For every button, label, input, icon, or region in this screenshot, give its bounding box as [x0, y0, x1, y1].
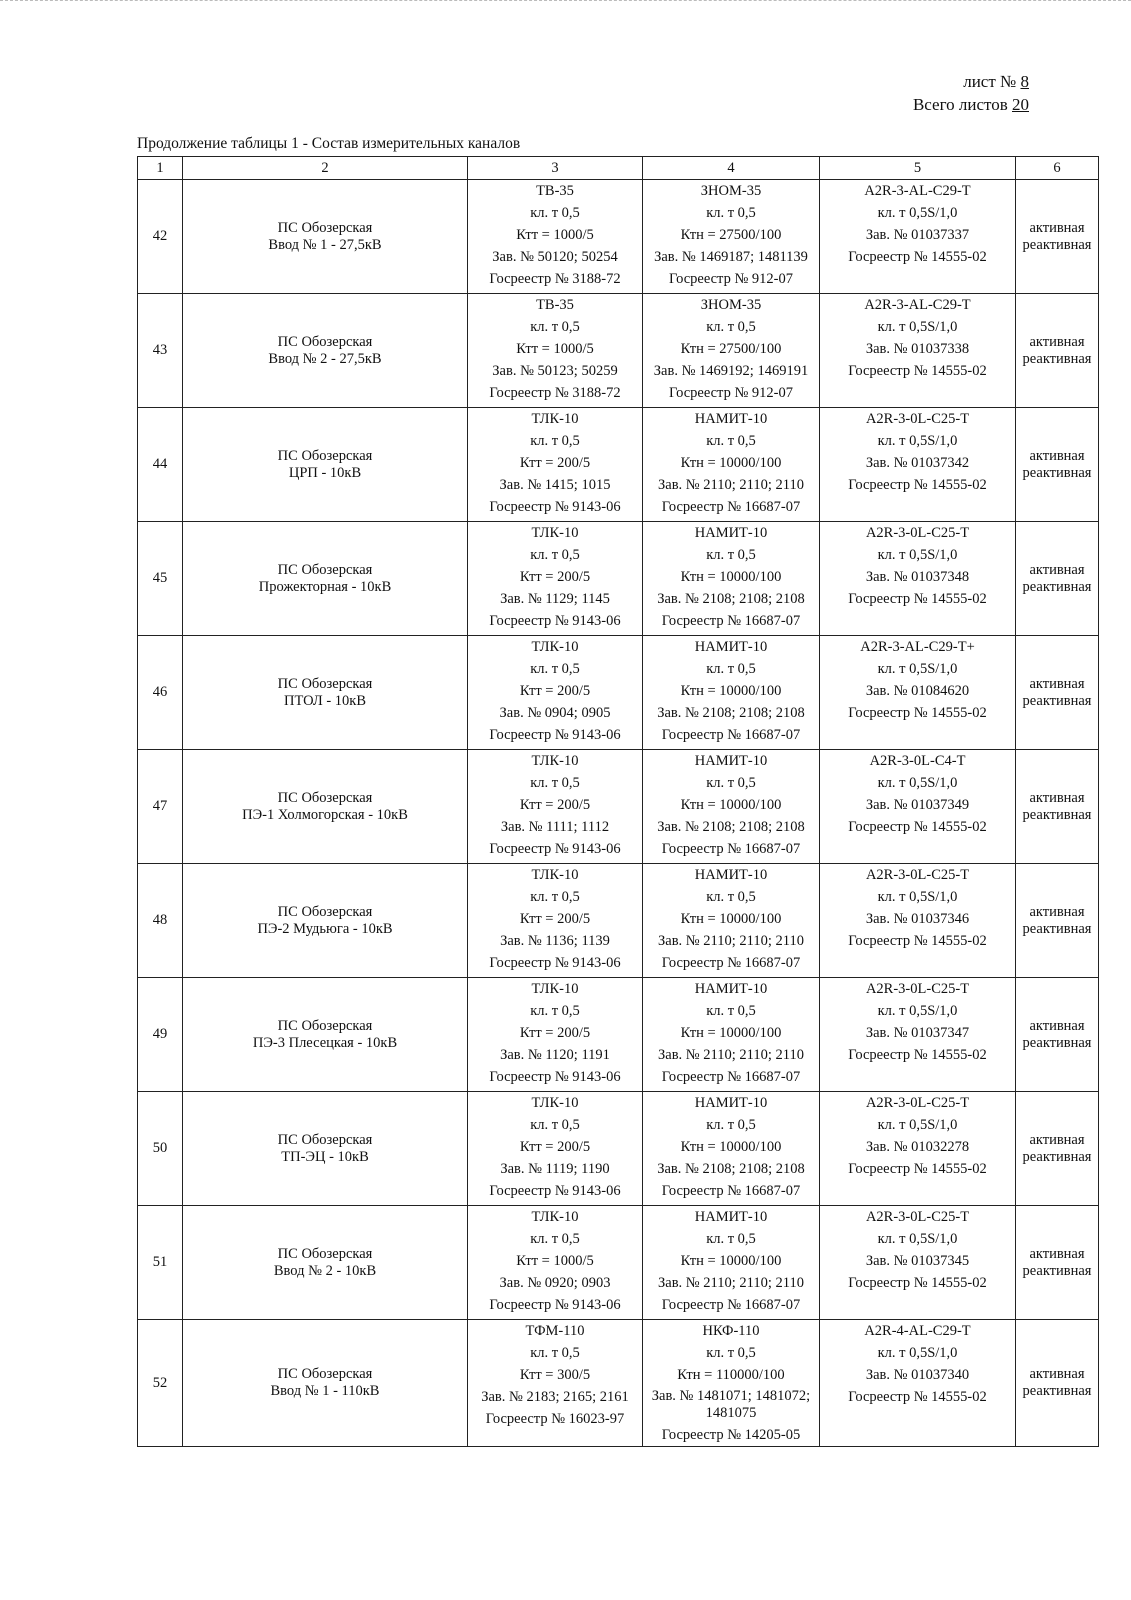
voltage-transformer-line: кл. т 0,5: [706, 1003, 756, 1019]
current-transformer-line: Ктт = 1000/5: [516, 227, 594, 243]
column-header: 6: [1016, 157, 1099, 180]
voltage-transformer-line: кл. т 0,5: [706, 661, 756, 677]
voltage-transformer-line: Госреестр № 16687-07: [661, 1297, 801, 1313]
object-name-line: ПЭ-2 Мудьюга - 10кВ: [257, 920, 393, 937]
voltage-transformer-line: Госреестр № 16687-07: [661, 841, 801, 857]
measurement-channels-table: [137, 156, 1099, 1447]
current-transformer-line: Зав. № 2183; 2165; 2161: [481, 1389, 629, 1405]
channel-number-cell: 51: [138, 1206, 183, 1320]
meter-line: A2R-3-0L-C25-T: [865, 981, 970, 997]
voltage-transformer-line: Зав. № 2110; 2110; 2110: [658, 1047, 804, 1063]
current-transformer-line: кл. т 0,5: [530, 1231, 580, 1247]
voltage-transformer-line: НАМИТ-10: [694, 1095, 768, 1111]
meter-line: кл. т 0,5S/1,0: [877, 889, 958, 905]
object-cell: [183, 1092, 468, 1206]
energy-type-line: активная: [1029, 219, 1085, 236]
current-transformer-line: Ктт = 200/5: [519, 911, 591, 927]
table-caption: Продолжение таблицы 1 - Состав измерительных каналов: [137, 135, 521, 152]
channel-number-cell: 45: [138, 522, 183, 636]
object-name-line: ПС Обозерская: [277, 1017, 373, 1034]
meter-line: Зав. № 01037345: [865, 1253, 970, 1269]
sheet-number-line: [913, 70, 1029, 93]
table-row: [138, 408, 1099, 522]
voltage-transformer-line: Госреестр № 912-07: [668, 271, 793, 287]
energy-type-cell: [1016, 408, 1099, 522]
object-name-line: ПС Обозерская: [277, 1366, 373, 1382]
energy-type-cell: [1016, 294, 1099, 408]
energy-type-cell: [1016, 1092, 1099, 1206]
energy-type-line: активная: [1029, 333, 1085, 350]
voltage-transformer-line: НАМИТ-10: [694, 525, 768, 541]
object-name-line: ПС Обозерская: [277, 333, 373, 350]
current-transformer-cell: [468, 636, 643, 750]
current-transformer-line: кл. т 0,5: [530, 661, 580, 677]
table-row: [138, 180, 1099, 294]
voltage-transformer-line: НАМИТ-10: [694, 411, 768, 427]
voltage-transformer-line: Госреестр № 16687-07: [661, 955, 801, 971]
current-transformer-cell: [468, 294, 643, 408]
meter-cell: [820, 864, 1016, 978]
current-transformer-line: Ктт = 200/5: [519, 797, 591, 813]
energy-type-line: реактивная: [1022, 350, 1092, 367]
voltage-transformer-line: Госреестр № 16687-07: [661, 727, 801, 743]
voltage-transformer-line: Госреестр № 16687-07: [661, 1183, 801, 1199]
voltage-transformer-cell: [643, 750, 820, 864]
current-transformer-line: Госреестр № 3188-72: [489, 271, 621, 287]
meter-line: Госреестр № 14555-02: [848, 1047, 987, 1063]
meter-line: A2R-4-AL-C29-T: [864, 1323, 971, 1339]
scan-top-edge: [0, 0, 1131, 6]
voltage-transformer-line: Ктн = 27500/100: [680, 227, 782, 243]
meter-line: Госреестр № 14555-02: [848, 933, 987, 949]
voltage-transformer-line: Ктн = 10000/100: [680, 1253, 782, 1269]
object-cell: [183, 294, 468, 408]
current-transformer-line: кл. т 0,5: [530, 1117, 580, 1133]
energy-type-line: активная: [1029, 789, 1085, 806]
meter-line: A2R-3-AL-C29-T+: [860, 639, 975, 655]
voltage-transformer-line: Госреестр № 16687-07: [661, 613, 801, 629]
voltage-transformer-line: НАМИТ-10: [694, 639, 768, 655]
current-transformer-line: Зав. № 50123; 50259: [492, 363, 618, 379]
voltage-transformer-line: Госреестр № 16687-07: [661, 1069, 801, 1085]
voltage-transformer-line: НКФ-110: [702, 1323, 760, 1339]
voltage-transformer-cell: [643, 408, 820, 522]
voltage-transformer-line: Зав. № 1469187; 1481139: [654, 249, 808, 265]
current-transformer-line: кл. т 0,5: [530, 433, 580, 449]
voltage-transformer-line: ЗНОМ-35: [700, 297, 762, 313]
meter-line: Зав. № 01037349: [865, 797, 970, 813]
meter-line: Зав. № 01037338: [865, 341, 970, 357]
meter-line: Зав. № 01037337: [865, 227, 970, 243]
meter-line: Госреестр № 14555-02: [848, 591, 987, 607]
voltage-transformer-line: Зав. № 2110; 2110; 2110: [658, 1275, 804, 1291]
meter-line: кл. т 0,5S/1,0: [877, 433, 958, 449]
current-transformer-line: ТЛК-10: [531, 753, 579, 769]
table-row: [138, 522, 1099, 636]
object-cell: [183, 180, 468, 294]
energy-type-line: активная: [1029, 1366, 1085, 1382]
meter-line: Зав. № 01032278: [865, 1139, 970, 1155]
object-name-line: ПС Обозерская: [277, 1245, 373, 1262]
table-row: [138, 1206, 1099, 1320]
meter-line: кл. т 0,5S/1,0: [877, 547, 958, 563]
current-transformer-line: Зав. № 1136; 1139: [500, 933, 610, 949]
object-name-line: ПС Обозерская: [277, 219, 373, 236]
meter-line: кл. т 0,5S/1,0: [877, 319, 958, 335]
meter-line: Госреестр № 14555-02: [848, 477, 987, 493]
voltage-transformer-line: Ктн = 10000/100: [680, 683, 782, 699]
voltage-transformer-line: Зав. № 2110; 2110; 2110: [658, 933, 804, 949]
energy-type-cell: [1016, 636, 1099, 750]
object-cell: [183, 408, 468, 522]
object-name-line: ПС Обозерская: [277, 447, 373, 464]
table-row: [138, 1320, 1099, 1447]
energy-type-line: реактивная: [1022, 236, 1092, 253]
energy-type-cell: [1016, 750, 1099, 864]
current-transformer-line: ТЛК-10: [531, 981, 579, 997]
voltage-transformer-line: Госреестр № 14205-05: [661, 1427, 801, 1443]
current-transformer-line: Ктт = 200/5: [519, 683, 591, 699]
voltage-transformer-line: кл. т 0,5: [706, 547, 756, 563]
voltage-transformer-line: кл. т 0,5: [706, 1231, 756, 1247]
meter-line: A2R-3-0L-C25-T: [865, 411, 970, 427]
meter-cell: [820, 636, 1016, 750]
total-sheets-number: 20: [1012, 95, 1029, 114]
sheet-number: 8: [1020, 72, 1029, 91]
current-transformer-line: кл. т 0,5: [530, 547, 580, 563]
table-row: [138, 1092, 1099, 1206]
channel-number-cell: 44: [138, 408, 183, 522]
table-row: [138, 294, 1099, 408]
energy-type-cell: [1016, 1320, 1099, 1447]
meter-line: A2R-3-0L-C25-T: [865, 867, 970, 883]
energy-type-line: реактивная: [1022, 806, 1092, 823]
current-transformer-line: ТВ-35: [536, 297, 574, 313]
meter-line: кл. т 0,5S/1,0: [877, 205, 958, 221]
meter-line: кл. т 0,5S/1,0: [877, 1117, 958, 1133]
voltage-transformer-line: Госреестр № 16687-07: [661, 499, 801, 515]
meter-line: Зав. № 01037348: [865, 569, 970, 585]
table-row: [138, 978, 1099, 1092]
current-transformer-line: Госреестр № 9143-06: [489, 1297, 621, 1313]
voltage-transformer-line: Зав. № 2108; 2108; 2108: [657, 591, 805, 607]
voltage-transformer-line: Ктн = 10000/100: [680, 797, 782, 813]
energy-type-cell: [1016, 522, 1099, 636]
current-transformer-line: кл. т 0,5: [530, 319, 580, 335]
object-name-line: ПТОЛ - 10кВ: [283, 692, 366, 709]
current-transformer-line: кл. т 0,5: [530, 775, 580, 791]
voltage-transformer-line: кл. т 0,5: [706, 775, 756, 791]
current-transformer-cell: [468, 180, 643, 294]
energy-type-cell: [1016, 864, 1099, 978]
object-name-line: Ввод № 1 - 27,5кВ: [268, 236, 382, 253]
current-transformer-line: Ктт = 1000/5: [516, 1253, 594, 1269]
meter-line: A2R-3-0L-C25-T: [865, 525, 970, 541]
total-sheets-label: Всего листов: [912, 95, 1008, 114]
current-transformer-cell: [468, 750, 643, 864]
object-name-line: Ввод № 2 - 10кВ: [273, 1262, 377, 1279]
energy-type-line: активная: [1029, 1017, 1085, 1034]
meter-cell: [820, 1092, 1016, 1206]
meter-line: A2R-3-0L-C25-T: [865, 1209, 970, 1225]
current-transformer-line: Ктт = 200/5: [519, 1139, 591, 1155]
meter-line: Зав. № 01084620: [865, 683, 970, 699]
current-transformer-cell: [468, 408, 643, 522]
voltage-transformer-line: НАМИТ-10: [694, 753, 768, 769]
current-transformer-line: Госреестр № 9143-06: [489, 727, 621, 743]
current-transformer-line: кл. т 0,5: [530, 205, 580, 221]
object-name-line: ПС Обозерская: [277, 789, 373, 806]
object-name-line: ПС Обозерская: [277, 1131, 373, 1148]
object-name-line: ТП-ЭЦ - 10кВ: [281, 1148, 369, 1165]
meter-line: Госреестр № 14555-02: [848, 249, 987, 265]
voltage-transformer-line: ЗНОМ-35: [700, 183, 762, 199]
current-transformer-line: ТЛК-10: [531, 1209, 579, 1225]
meter-line: A2R-3-0L-C25-T: [865, 1095, 970, 1111]
current-transformer-cell: [468, 1092, 643, 1206]
energy-type-line: активная: [1029, 447, 1085, 464]
object-name-line: ЦРП - 10кВ: [288, 464, 362, 481]
channel-number-cell: 43: [138, 294, 183, 408]
meter-line: Зав. № 01037346: [865, 911, 970, 927]
current-transformer-line: кл. т 0,5: [530, 1003, 580, 1019]
meter-line: A2R-3-AL-C29-T: [864, 297, 971, 313]
current-transformer-line: кл. т 0,5: [530, 1345, 580, 1361]
voltage-transformer-line: кл. т 0,5: [706, 1117, 756, 1133]
current-transformer-line: Зав. № 1119; 1190: [500, 1161, 610, 1177]
meter-cell: [820, 408, 1016, 522]
current-transformer-line: ТЛК-10: [531, 525, 579, 541]
voltage-transformer-line: Зав. № 2110; 2110; 2110: [658, 477, 804, 493]
current-transformer-line: Ктт = 1000/5: [516, 341, 594, 357]
current-transformer-line: Госреестр № 3188-72: [489, 385, 621, 401]
voltage-transformer-line: Ктн = 10000/100: [680, 569, 782, 585]
voltage-transformer-cell: [643, 864, 820, 978]
object-name-line: ПС Обозерская: [277, 561, 373, 578]
energy-type-line: активная: [1029, 675, 1085, 692]
table-row: [138, 636, 1099, 750]
meter-line: A2R-3-AL-C29-T: [864, 183, 971, 199]
energy-type-cell: [1016, 1206, 1099, 1320]
current-transformer-line: Госреестр № 9143-06: [489, 1183, 621, 1199]
object-cell: [183, 750, 468, 864]
table-header-row: [138, 157, 1099, 180]
meter-line: Госреестр № 14555-02: [848, 1389, 987, 1405]
meter-line: Зав. № 01037347: [865, 1025, 970, 1041]
channel-number-cell: 50: [138, 1092, 183, 1206]
object-cell: [183, 864, 468, 978]
energy-type-line: реактивная: [1022, 920, 1092, 937]
current-transformer-cell: [468, 978, 643, 1092]
column-header: 1: [138, 157, 183, 180]
current-transformer-line: Ктт = 200/5: [519, 569, 591, 585]
energy-type-line: реактивная: [1022, 1383, 1092, 1399]
current-transformer-line: Госреестр № 9143-06: [489, 499, 621, 515]
meter-cell: [820, 750, 1016, 864]
object-cell: [183, 1206, 468, 1320]
column-header: 5: [820, 157, 1016, 180]
current-transformer-line: Госреестр № 9143-06: [489, 613, 621, 629]
meter-cell: [820, 180, 1016, 294]
channel-number-cell: 49: [138, 978, 183, 1092]
current-transformer-line: Зав. № 1111; 1112: [500, 819, 610, 835]
current-transformer-line: Зав. № 0920; 0903: [499, 1275, 611, 1291]
voltage-transformer-cell: [643, 978, 820, 1092]
sheet-info: [913, 70, 1029, 116]
energy-type-line: реактивная: [1022, 464, 1092, 481]
voltage-transformer-line: Ктн = 10000/100: [680, 1025, 782, 1041]
object-cell: [183, 522, 468, 636]
channel-number-cell: 42: [138, 180, 183, 294]
meter-cell: [820, 294, 1016, 408]
current-transformer-line: Зав. № 50120; 50254: [492, 249, 618, 265]
meter-line: A2R-3-0L-C4-T: [869, 753, 966, 769]
meter-line: Госреестр № 14555-02: [848, 819, 987, 835]
current-transformer-cell: [468, 1206, 643, 1320]
current-transformer-line: ТЛК-10: [531, 867, 579, 883]
voltage-transformer-cell: [643, 180, 820, 294]
current-transformer-line: ТЛК-10: [531, 411, 579, 427]
object-cell: [183, 1320, 468, 1447]
energy-type-line: реактивная: [1022, 578, 1092, 595]
energy-type-cell: [1016, 180, 1099, 294]
current-transformer-line: Зав. № 1120; 1191: [500, 1047, 610, 1063]
voltage-transformer-line: Ктн = 10000/100: [680, 455, 782, 471]
voltage-transformer-cell: [643, 1320, 820, 1447]
channel-number-cell: 47: [138, 750, 183, 864]
energy-type-line: реактивная: [1022, 1148, 1092, 1165]
current-transformer-line: ТЛК-10: [531, 639, 579, 655]
energy-type-line: активная: [1029, 1245, 1085, 1262]
current-transformer-line: Ктт = 200/5: [519, 1025, 591, 1041]
current-transformer-line: Госреестр № 9143-06: [489, 955, 621, 971]
current-transformer-line: кл. т 0,5: [530, 889, 580, 905]
current-transformer-line: ТФМ-110: [525, 1323, 585, 1339]
meter-line: Госреестр № 14555-02: [848, 1161, 987, 1177]
voltage-transformer-cell: [643, 294, 820, 408]
meter-line: Госреестр № 14555-02: [848, 705, 987, 721]
voltage-transformer-line: НАМИТ-10: [694, 1209, 768, 1225]
voltage-transformer-line: Ктн = 10000/100: [680, 911, 782, 927]
voltage-transformer-line: НАМИТ-10: [694, 867, 768, 883]
object-cell: [183, 978, 468, 1092]
current-transformer-line: Госреестр № 16023-97: [485, 1411, 625, 1427]
voltage-transformer-line: Зав. № 2108; 2108; 2108: [657, 705, 805, 721]
meter-line: кл. т 0,5S/1,0: [877, 661, 958, 677]
energy-type-line: активная: [1029, 903, 1085, 920]
meter-line: Зав. № 01037340: [865, 1367, 970, 1383]
meter-cell: [820, 1320, 1016, 1447]
current-transformer-line: Зав. № 1129; 1145: [500, 591, 610, 607]
voltage-transformer-line: кл. т 0,5: [706, 205, 756, 221]
channel-number-cell: 48: [138, 864, 183, 978]
voltage-transformer-line: кл. т 0,5: [706, 319, 756, 335]
meter-cell: [820, 522, 1016, 636]
current-transformer-line: Зав. № 1415; 1015: [499, 477, 611, 493]
meter-line: Зав. № 01037342: [865, 455, 970, 471]
voltage-transformer-line: кл. т 0,5: [706, 889, 756, 905]
object-name-line: ПЭ-1 Холмогорская - 10кВ: [242, 806, 408, 823]
meter-cell: [820, 1206, 1016, 1320]
table-row: [138, 750, 1099, 864]
energy-type-line: реактивная: [1022, 692, 1092, 709]
current-transformer-cell: [468, 522, 643, 636]
voltage-transformer-line: НАМИТ-10: [694, 981, 768, 997]
voltage-transformer-line: Зав. № 2108; 2108; 2108: [657, 1161, 805, 1177]
sheet-label: лист №: [963, 72, 1017, 91]
current-transformer-line: ТЛК-10: [531, 1095, 579, 1111]
voltage-transformer-line: Зав. № 2108; 2108; 2108: [657, 819, 805, 835]
meter-line: кл. т 0,5S/1,0: [877, 775, 958, 791]
meter-cell: [820, 978, 1016, 1092]
current-transformer-line: Зав. № 0904; 0905: [499, 705, 611, 721]
current-transformer-cell: [468, 864, 643, 978]
object-cell: [183, 636, 468, 750]
energy-type-line: активная: [1029, 561, 1085, 578]
meter-line: кл. т 0,5S/1,0: [877, 1003, 958, 1019]
voltage-transformer-line: Ктн = 10000/100: [680, 1139, 782, 1155]
voltage-transformer-line: Зав. № 1481071; 1481072; 1481075: [651, 1388, 811, 1421]
column-header: 2: [183, 157, 468, 180]
voltage-transformer-line: Госреестр № 912-07: [668, 385, 793, 401]
meter-line: кл. т 0,5S/1,0: [877, 1231, 958, 1247]
voltage-transformer-cell: [643, 1092, 820, 1206]
voltage-transformer-line: Ктн = 27500/100: [680, 341, 782, 357]
meter-line: кл. т 0,5S/1,0: [877, 1345, 958, 1361]
meter-line: Госреестр № 14555-02: [848, 1275, 987, 1291]
voltage-transformer-line: кл. т 0,5: [706, 433, 756, 449]
object-name-line: Прожекторная - 10кВ: [258, 578, 392, 595]
object-name-line: Ввод № 1 - 110кВ: [270, 1383, 380, 1399]
energy-type-line: активная: [1029, 1131, 1085, 1148]
voltage-transformer-line: кл. т 0,5: [706, 1345, 756, 1361]
column-header: 3: [468, 157, 643, 180]
channel-number-cell: 46: [138, 636, 183, 750]
current-transformer-line: Госреестр № 9143-06: [489, 1069, 621, 1085]
current-transformer-line: Ктт = 200/5: [519, 455, 591, 471]
channel-number-cell: 52: [138, 1320, 183, 1447]
current-transformer-line: ТВ-35: [536, 183, 574, 199]
voltage-transformer-line: Ктн = 110000/100: [677, 1367, 785, 1383]
voltage-transformer-cell: [643, 1206, 820, 1320]
current-transformer-line: Ктт = 300/5: [519, 1367, 591, 1383]
energy-type-line: реактивная: [1022, 1034, 1092, 1051]
energy-type-cell: [1016, 978, 1099, 1092]
current-transformer-line: Госреестр № 9143-06: [489, 841, 621, 857]
object-name-line: ПС Обозерская: [277, 903, 373, 920]
current-transformer-cell: [468, 1320, 643, 1447]
voltage-transformer-cell: [643, 636, 820, 750]
voltage-transformer-cell: [643, 522, 820, 636]
column-header: 4: [643, 157, 820, 180]
object-name-line: ПС Обозерская: [277, 675, 373, 692]
voltage-transformer-line: Зав. № 1469192; 1469191: [653, 363, 809, 379]
meter-line: Госреестр № 14555-02: [848, 363, 987, 379]
energy-type-line: реактивная: [1022, 1262, 1092, 1279]
object-name-line: Ввод № 2 - 27,5кВ: [268, 350, 382, 367]
object-name-line: ПЭ-3 Плесецкая - 10кВ: [252, 1034, 398, 1051]
total-sheets-line: [913, 93, 1029, 116]
table-row: [138, 864, 1099, 978]
